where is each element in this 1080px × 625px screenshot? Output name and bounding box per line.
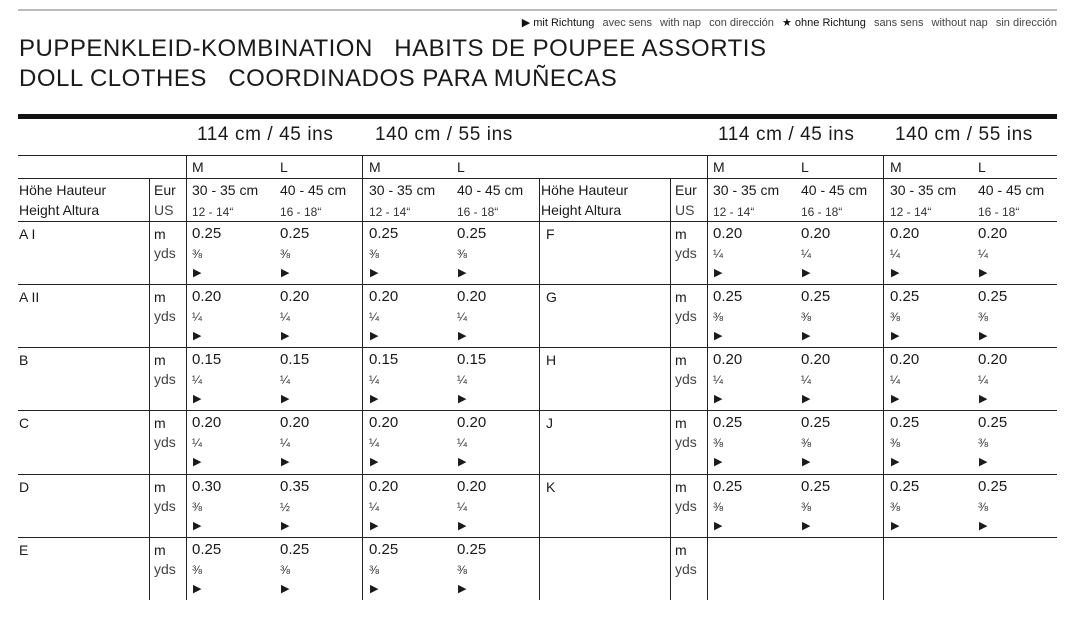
column-divider [539,178,540,600]
metre-value: 0.20 [890,351,920,368]
column-divider [362,155,363,600]
eur-size-range: 40 - 45 cm [978,182,1045,198]
unit-m-label: m [675,479,687,495]
eur-label: Eur [154,182,176,198]
nap-arrow-icon: ▶ [714,393,723,405]
us-size-range: 16 - 18“ [801,205,843,219]
yard-value: ⅜ [713,436,724,450]
unit-yds-label: yds [675,434,697,450]
unit-m-label: m [675,226,687,242]
nap-arrow-icon: ▶ [714,520,723,532]
nap-arrow-icon: ▶ [979,520,988,532]
unit-m-label: m [154,415,166,431]
unit-yds-label: yds [154,434,176,450]
unit-yds-label: yds [675,245,697,261]
metre-value: 0.30 [192,478,222,495]
us-size-range: 12 - 14“ [713,205,755,219]
metre-value: 0.20 [457,288,487,305]
yard-value: ¼ [801,373,812,387]
nap-arrow-icon: ▶ [193,583,202,595]
metre-value: 0.20 [369,478,399,495]
unit-yds-label: yds [154,308,176,324]
nap-arrow-icon: ▶ [802,267,811,279]
row-label: C [19,415,30,431]
row-label: F [546,226,555,242]
nap-arrow-icon: ▶ [193,456,202,468]
size-l-label: L [801,159,809,175]
yard-value: ⅜ [713,500,724,514]
yard-value: ⅜ [457,563,468,577]
nap-arrow-icon: ▶ [458,330,467,342]
column-divider [707,155,708,600]
eur-size-range: 40 - 45 cm [801,182,868,198]
metre-value: 0.25 [801,288,831,305]
yard-value: ¼ [713,373,724,387]
metre-value: 0.35 [280,478,310,495]
unit-m-label: m [675,542,687,558]
yard-value: ⅜ [457,247,468,261]
nap-arrow-icon: ▶ [458,520,467,532]
nap-arrow-icon: ▶ [714,456,723,468]
metre-value: 0.15 [457,351,487,368]
legend-nonap-fr: sans sens [873,17,924,29]
metre-value: 0.20 [457,478,487,495]
row-label: B [19,352,29,368]
size-l-label: L [457,159,465,175]
metre-value: 0.25 [457,541,487,558]
nap-arrow-icon: ▶ [281,393,290,405]
nap-arrow-icon: ▶ [979,393,988,405]
yard-value: ¼ [369,373,380,387]
nap-arrow-icon: ▶ [281,267,290,279]
nap-arrow-icon: ▶ [802,520,811,532]
metre-value: 0.25 [890,478,920,495]
nap-arrow-icon: ▶ [802,456,811,468]
nap-arrow-icon: ▶ [458,267,467,279]
nap-arrow-icon: ▶ [979,267,988,279]
nap-arrow-icon: ▶ [802,330,811,342]
unit-m-label: m [154,226,166,242]
nap-arrow-icon: ▶ [979,456,988,468]
row-divider [18,474,1057,475]
metre-value: 0.25 [192,225,222,242]
yard-value: ¼ [890,373,901,387]
yard-value: ¼ [369,310,380,324]
yard-value: ½ [280,500,291,514]
us-size-range: 12 - 14“ [192,205,234,219]
unit-yds-label: yds [154,561,176,577]
unit-m-label: m [154,479,166,495]
unit-m-label: m [675,289,687,305]
yard-value: ¼ [280,373,291,387]
yard-value: ⅜ [890,436,901,450]
metre-value: 0.25 [978,478,1008,495]
metre-value: 0.25 [978,288,1008,305]
unit-m-label: m [675,415,687,431]
nap-arrow-icon: ▶ [281,583,290,595]
yard-value: ¼ [978,373,989,387]
eur-size-range: 30 - 35 cm [890,182,957,198]
unit-yds-label: yds [154,245,176,261]
nap-arrow-icon: ▶ [891,520,900,532]
eur-size-range: 40 - 45 cm [457,182,524,198]
size-l-label: L [978,159,986,175]
metre-value: 0.25 [713,414,743,431]
yard-value: ¼ [978,247,989,261]
yard-value: ⅜ [801,310,812,324]
metre-value: 0.25 [801,478,831,495]
nap-arrow-icon: ▶ [281,520,290,532]
unit-m-label: m [675,352,687,368]
nap-arrow-icon: ▶ [193,267,202,279]
legend-nap-de: mit Richtung [533,17,595,29]
metre-value: 0.20 [978,351,1008,368]
yard-value: ¼ [457,500,468,514]
fabric-width-header: 140 cm / 55 ins [895,124,1033,145]
nap-arrow-icon: ▶ [458,583,467,595]
size-m-label: M [369,159,381,175]
title-de: PUPPENKLEID-KOMBINATION [19,35,373,62]
us-size-range: 12 - 14“ [890,205,932,219]
row-label: G [546,289,557,305]
header-thick-rule [18,114,1057,119]
metre-value: 0.20 [457,414,487,431]
nap-arrow-icon: ▶ [521,17,531,29]
nap-legend [522,16,1057,29]
metre-value: 0.20 [978,225,1008,242]
column-divider [670,178,671,600]
yard-value: ⅜ [192,563,203,577]
nap-arrow-icon: ▶ [891,267,900,279]
yard-value: ¼ [369,436,380,450]
metre-value: 0.20 [713,351,743,368]
nap-arrow-icon: ▶ [370,393,379,405]
metre-value: 0.25 [713,288,743,305]
metre-value: 0.15 [369,351,399,368]
metre-value: 0.25 [890,288,920,305]
metre-value: 0.20 [713,225,743,242]
size-m-label: M [713,159,725,175]
yard-value: ⅜ [192,500,203,514]
size-divider [18,178,1057,179]
metre-value: 0.20 [192,414,222,431]
eur-size-range: 40 - 45 cm [280,182,347,198]
height-header: Höhe Hauteur [19,182,107,198]
header-divider [18,155,1057,156]
unit-yds-label: yds [154,498,176,514]
yard-value: ¼ [801,247,812,261]
title-fr: HABITS DE POUPEE ASSORTIS [394,35,767,62]
legend-nap-en: with nap [660,17,702,29]
unit-m-label: m [154,542,166,558]
yard-value: ⅜ [978,500,989,514]
nap-arrow-icon: ▶ [891,330,900,342]
nap-arrow-icon: ▶ [458,456,467,468]
unit-m-label: m [154,352,166,368]
eur-size-range: 30 - 35 cm [192,182,259,198]
top-rule [18,9,1057,11]
metre-value: 0.20 [369,414,399,431]
yard-value: ¼ [192,310,203,324]
row-label: A I [19,226,36,242]
nap-arrow-icon: ▶ [891,393,900,405]
us-size-range: 12 - 14“ [369,205,411,219]
star-icon: ★ [781,17,792,29]
unit-m-label: m [154,289,166,305]
row-label: E [19,542,29,558]
fabric-width-header: 140 cm / 55 ins [375,124,513,145]
yard-value: ¼ [713,247,724,261]
metre-value: 0.15 [280,351,310,368]
metre-value: 0.20 [801,351,831,368]
metre-value: 0.15 [192,351,222,368]
metre-value: 0.25 [457,225,487,242]
nap-arrow-icon: ▶ [979,330,988,342]
nap-arrow-icon: ▶ [193,520,202,532]
nap-arrow-icon: ▶ [458,393,467,405]
row-label: H [546,352,557,368]
yard-value: ⅜ [280,563,291,577]
legend-nonap-en: without nap [931,17,988,29]
nap-arrow-icon: ▶ [193,330,202,342]
row-label: J [546,415,553,431]
title-line-2 [19,65,617,93]
row-label: K [546,479,556,495]
nap-arrow-icon: ▶ [370,330,379,342]
metre-value: 0.25 [801,414,831,431]
unit-yds-label: yds [675,308,697,324]
yard-value: ¼ [457,436,468,450]
legend-nonap-es: sin dirección [995,17,1057,29]
unit-yds-label: yds [675,498,697,514]
row-divider [18,410,1057,411]
title-es: COORDINADOS PARA MUÑECAS [228,65,618,92]
nap-arrow-icon: ▶ [370,267,379,279]
metre-value: 0.20 [369,288,399,305]
column-divider [883,155,884,600]
yard-value: ⅜ [978,310,989,324]
yard-value: ⅜ [192,247,203,261]
eur-size-range: 30 - 35 cm [369,182,436,198]
nap-arrow-icon: ▶ [714,330,723,342]
yard-value: ¼ [457,373,468,387]
nap-arrow-icon: ▶ [714,267,723,279]
title-line-1 [19,35,766,63]
column-divider [149,178,150,600]
metre-value: 0.25 [280,541,310,558]
fabric-width-header: 114 cm / 45 ins [718,124,855,145]
yard-value: ⅜ [369,563,380,577]
eur-label: Eur [675,182,697,198]
legend-nonap-de: ohne Richtung [794,17,866,29]
yard-value: ⅜ [280,247,291,261]
nap-arrow-icon: ▶ [281,330,290,342]
nap-arrow-icon: ▶ [802,393,811,405]
yard-value: ⅜ [369,247,380,261]
unit-yds-label: yds [154,371,176,387]
row-divider [18,537,1057,538]
metre-value: 0.25 [978,414,1008,431]
nap-arrow-icon: ▶ [370,583,379,595]
metre-value: 0.25 [713,478,743,495]
metre-value: 0.25 [369,541,399,558]
yard-value: ⅜ [713,310,724,324]
row-divider [18,284,1057,285]
metre-value: 0.25 [280,225,310,242]
yard-value: ⅜ [890,500,901,514]
height-header: Height Altura [19,202,100,218]
nap-arrow-icon: ▶ [891,456,900,468]
eur-size-range: 30 - 35 cm [713,182,780,198]
yard-value: ⅜ [801,436,812,450]
metre-value: 0.25 [192,541,222,558]
yard-value: ¼ [280,436,291,450]
us-size-range: 16 - 18“ [457,205,499,219]
row-label: A II [19,289,40,305]
us-label: US [154,202,174,218]
yard-value: ¼ [192,373,203,387]
row-label: D [19,479,30,495]
size-m-label: M [192,159,204,175]
metre-value: 0.20 [801,225,831,242]
height-header: Height Altura [541,202,622,218]
size-m-label: M [890,159,902,175]
title-en: DOLL CLOTHES [19,65,207,92]
row-divider [18,347,1057,348]
metre-value: 0.20 [280,414,310,431]
metre-value: 0.25 [369,225,399,242]
yard-value: ¼ [192,436,203,450]
yard-value: ¼ [280,310,291,324]
metre-value: 0.20 [280,288,310,305]
yard-value: ⅜ [801,500,812,514]
unit-yds-label: yds [675,561,697,577]
yard-value: ¼ [890,247,901,261]
metre-value: 0.20 [890,225,920,242]
yard-value: ¼ [369,500,380,514]
nap-arrow-icon: ▶ [370,456,379,468]
yard-value: ¼ [457,310,468,324]
us-size-range: 16 - 18“ [978,205,1020,219]
nap-arrow-icon: ▶ [281,456,290,468]
us-label: US [675,202,695,218]
yard-value: ⅜ [978,436,989,450]
height-header: Höhe Hauteur [541,182,629,198]
unit-yds-label: yds [675,371,697,387]
yard-value: ⅜ [890,310,901,324]
metre-value: 0.25 [890,414,920,431]
metre-value: 0.20 [192,288,222,305]
column-divider [186,155,187,600]
nap-arrow-icon: ▶ [193,393,202,405]
us-size-range: 16 - 18“ [280,205,322,219]
legend-nap-es: con dirección [709,17,774,29]
fabric-width-header: 114 cm / 45 ins [197,124,334,145]
legend-nap-fr: avec sens [602,17,652,29]
size-l-label: L [280,159,288,175]
nap-arrow-icon: ▶ [370,520,379,532]
